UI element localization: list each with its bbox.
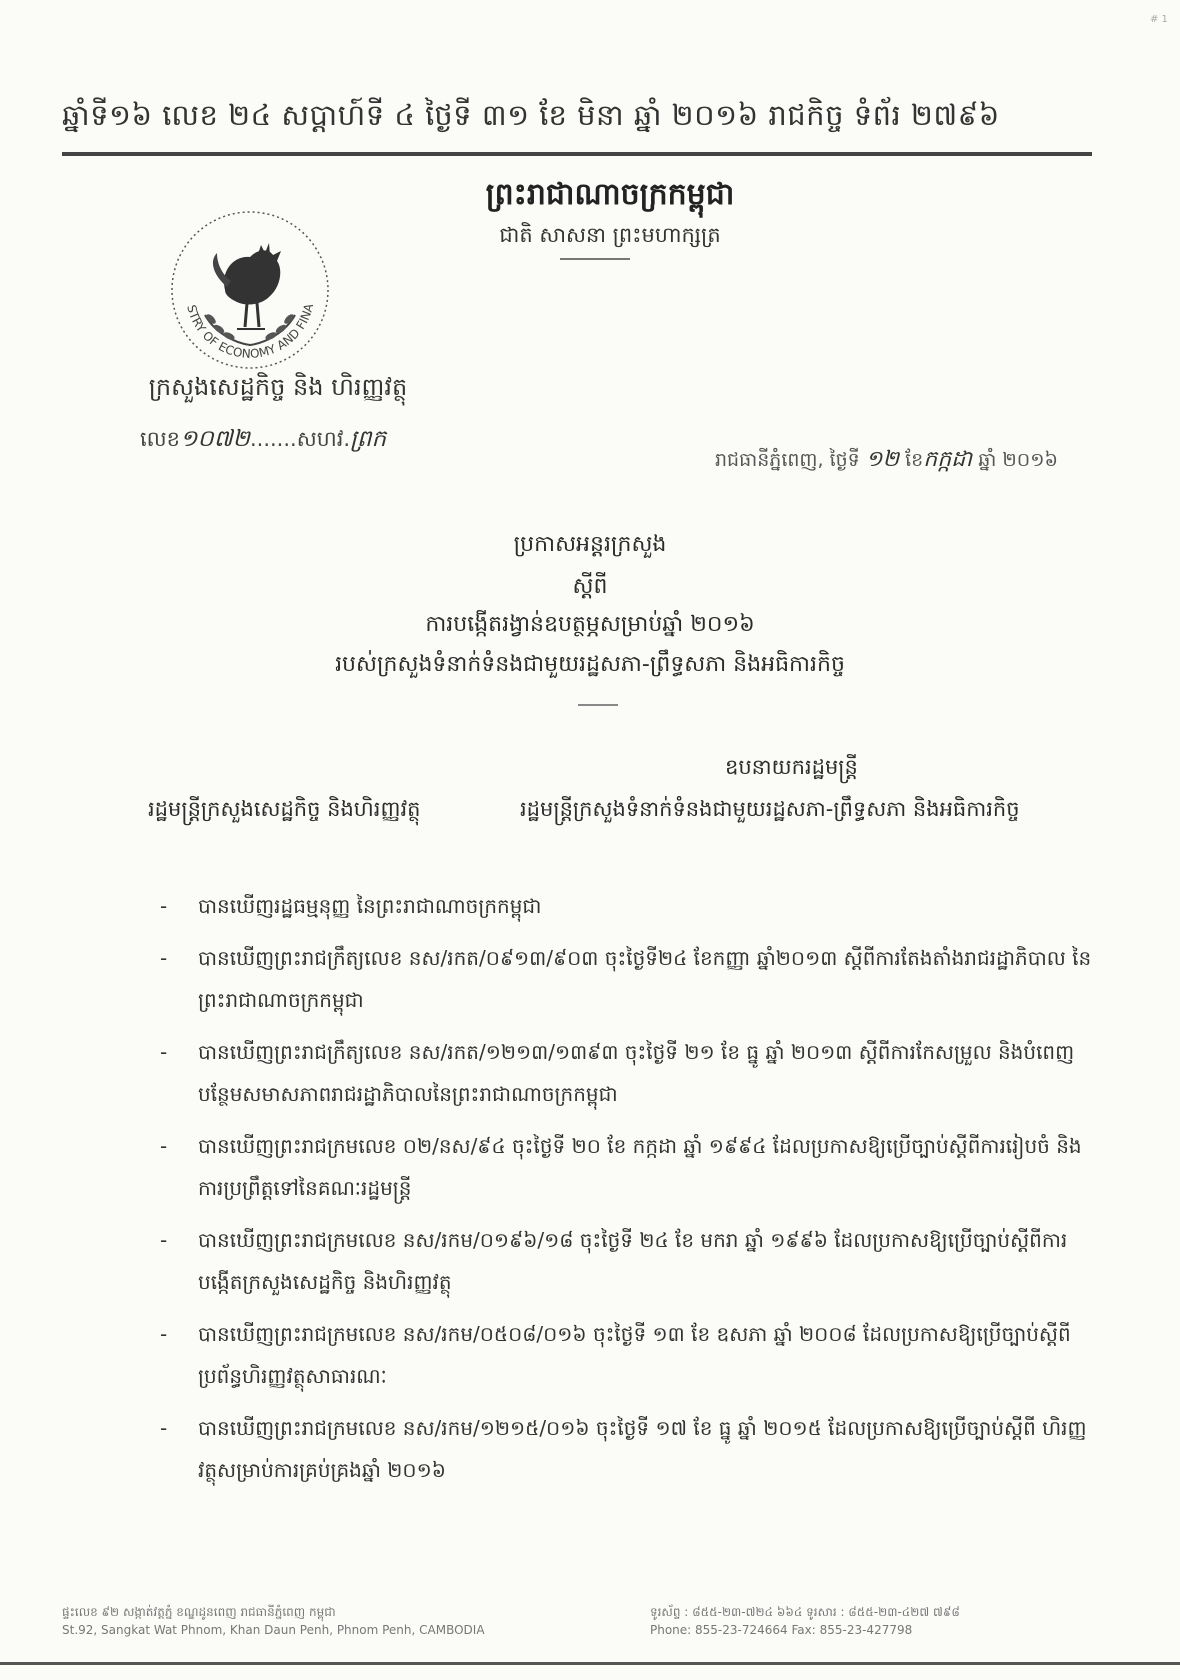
reference-suffix: សហវ. — [296, 427, 351, 451]
ministry-seal — [165, 195, 335, 375]
consideration-text: បានឃើញព្រះរាជក្រឹត្យលេខ នស/រកត/១២១៣/១៣៩៣ ចុះថ្ងៃទី ២១ ខែ ធ្នូ ឆ្នាំ ២០១៣ ស្ដីពីការកែសម្រួល និងបំពេញបន្ថែមសមាសភាពរាជរដ្ឋាភិបាលនៃព្រះរាជាណាចក្រកម្ពុជា — [198, 1040, 1075, 1106]
kingdom-title: ព្រះរាជាណាចក្រកម្ពុជា — [485, 177, 735, 212]
consideration-text: បានឃើញព្រះរាជក្រមលេខ ០២/នស/៩៤ ចុះថ្ងៃទី ២០ ខែ កក្កដា ឆ្នាំ ១៩៩៤ ដែលប្រកាសឱ្យប្រើច្បាប់ស្ដីពីការរៀបចំ និងការប្រព្រឹត្តទៅនៃគណៈរដ្ឋមន្ត្រី — [198, 1134, 1082, 1200]
reference-number: លេខ១០៧២.......សហវ.ព្រក — [140, 426, 387, 452]
list-item: - បានឃើញព្រះរាជក្រមលេខ នស/រកម/០១៩៦/១៨ ចុះថ្ងៃទី ២៤ ខែ មករា ឆ្នាំ ១៩៩៦ ដែលប្រកាសឱ្យប្រើច្បាប់ស្ដីពីការបង្កើតក្រសួងសេដ្ឋកិច្ច និងហិរញ្ញវត្ថុ — [160, 1228, 1068, 1294]
footer-contact-khmer: ទូរស័ព្ទ : ៨៥៥-២៣-៧២៤ ៦៦៤ ទូរសារ : ៨៥៥-២៣-៤២៧ ៧៩៨ — [650, 1605, 960, 1619]
consideration-text: បានឃើញរដ្ឋធម្មនុញ្ញ នៃព្រះរាជាណាចក្រកម្ពុជា — [198, 894, 542, 918]
footer-address-khmer: ផ្ទះលេខ ៩២ សង្កាត់វត្តភ្នំ ខណ្ឌដូនពេញ រាជធានីភ្នំពេញ កម្ពុជា — [62, 1605, 336, 1619]
list-item: - បានឃើញព្រះរាជក្រមលេខ នស/រកម/១២១៥/០១៦ ចុះថ្ងៃទី ១៧ ខែ ធ្នូ ឆ្នាំ ២០១៥ ដែលប្រកាសឱ្យប្រើច្បាប់ស្ដីពី ហិរញ្ញវត្ថុសម្រាប់ការគ្រប់គ្រងឆ្នាំ ២០១៦ — [160, 1416, 1087, 1482]
reference-number-value: ១០៧២ — [180, 426, 250, 452]
deputy-prime-minister-title: ឧបនាយករដ្ឋមន្ត្រី — [725, 755, 858, 779]
footer-address — [62, 1603, 485, 1639]
subject-ornament — [578, 704, 618, 706]
list-item: - បានឃើញព្រះរាជក្រមលេខ ០២/នស/៩៤ ចុះថ្ងៃទី ២០ ខែ កក្កដា ឆ្នាំ ១៩៩៤ ដែលប្រកាសឱ្យប្រើច្បាប់ស្ដីពីការរៀបចំ និងការប្រព្រឹត្តទៅនៃគណៈរដ្ឋមន្ត្រី — [160, 1134, 1082, 1200]
date-day: ១២ — [865, 447, 900, 472]
consideration-text: បានឃើញព្រះរាជក្រមលេខ នស/រកម/០១៩៦/១៨ ចុះថ្ងៃទី ២៤ ខែ មករា ឆ្នាំ ១៩៩៦ ដែលប្រកាសឱ្យប្រើច្បាប់ស្ដីពីការបង្កើតក្រសួងសេដ្ឋកិច្ច និងហិរញ្ញវត្ថុ — [198, 1228, 1068, 1294]
subject-line-2: របស់ក្រសួងទំនាក់ទំនងជាមួយរដ្ឋសភា-ព្រឹទ្ធសភា និងអធិការកិច្ច — [335, 652, 845, 677]
place-and-date — [715, 445, 1058, 477]
ministry-name: ក្រសួងសេដ្ឋកិច្ច និង ហិរញ្ញវត្ថុ — [148, 373, 408, 401]
consideration-text: បានឃើញព្រះរាជក្រមលេខ នស/រកម/១២១៥/០១៦ ចុះថ្ងៃទី ១៧ ខែ ធ្នូ ឆ្នាំ ២០១៥ ដែលប្រកាសឱ្យប្រើច្បាប់ស្ដីពី ហិរញ្ញវត្ថុសម្រាប់ការគ្រប់គ្រងឆ្នាំ ២០១៦ — [198, 1416, 1087, 1482]
minister-economy-finance: រដ្ឋមន្ត្រីក្រសួងសេដ្ឋកិច្ច និងហិរញ្ញវត្ថុ — [148, 797, 421, 821]
considerations-list — [160, 885, 1100, 1501]
motto-ornament — [560, 258, 630, 260]
footer-contact-english: Phone: 855-23-724664 Fax: 855-23-427798 — [650, 1623, 913, 1637]
rooster-seal-icon — [165, 195, 335, 375]
about-label: ស្ដីពី — [572, 574, 608, 599]
gazette-header: ឆ្នាំទី១៦ លេខ ២៤ សប្ដាហ៍ទី ៤ ថ្ងៃទី ៣១ ខែ មិនា ឆ្នាំ ២០១៦ រាជកិច្ច ទំព័រ ២៧៩៦ — [62, 98, 1000, 132]
document-type: ប្រកាសអន្តរក្រសួង — [513, 532, 667, 557]
date-year: ឆ្នាំ ២០១៦ — [978, 449, 1058, 471]
list-item: - បានឃើញព្រះរាជក្រឹត្យលេខ នស/រកត/០៩១៣/៩០៣ ចុះថ្ងៃទី២៤ ខែកញ្ញា ឆ្នាំ២០១៣ ស្ដីពីការតែងតាំងរាជរដ្ឋាភិបាល នៃព្រះរាជាណាចក្រកម្ពុជា — [160, 946, 1092, 1012]
list-item: - បានឃើញរដ្ឋធម្មនុញ្ញ នៃព្រះរាជាណាចក្រកម្ពុជា — [160, 894, 542, 918]
seal-text: STRY OF ECONOMY AND FINA — [184, 302, 317, 361]
reference-prefix: លេខ — [140, 427, 180, 451]
footer-rule — [0, 1662, 1180, 1665]
subject-line-1: ការបង្កើតរង្វាន់ឧបត្ថម្ភសម្រាប់ឆ្នាំ ២០១៦ — [425, 612, 755, 637]
list-item: - បានឃើញព្រះរាជក្រឹត្យលេខ នស/រកត/១២១៣/១៣៩៣ ចុះថ្ងៃទី ២១ ខែ ធ្នូ ឆ្នាំ ២០១៣ ស្ដីពីការកែសម្រួល និងបំពេញបន្ថែមសមាសភាពរាជរដ្ឋាភិបាលនៃព្រះរាជាណាចក្រកម្ពុជា — [160, 1040, 1075, 1106]
list-item: - បានឃើញព្រះរាជក្រមលេខ នស/រកម/០៥០៨/០១៦ ចុះថ្ងៃទី ១៣ ខែ ឧសភា ឆ្នាំ ២០០៨ ដែលប្រកាសឱ្យប្រើច្បាប់ស្ដីពី ប្រព័ន្ធហិរញ្ញវត្ថុសាធារណៈ — [160, 1322, 1071, 1388]
place-date-prefix: រាជធានីភ្នំពេញ, ថ្ងៃទី — [715, 449, 860, 471]
header-rule — [62, 152, 1092, 156]
date-month: កក្កដា — [923, 447, 973, 472]
reference-code: ព្រក — [350, 426, 387, 452]
footer-address-english: St.92, Sangkat Wat Phnom, Khan Daun Penh, Phnom Penh, CAMBODIA — [62, 1623, 485, 1637]
national-motto: ជាតិ សាសនា ព្រះមហាក្សត្រ — [499, 223, 721, 247]
minister-parliament-relations: រដ្ឋមន្ត្រីក្រសួងទំនាក់ទំនងជាមួយរដ្ឋសភា-ព្រឹទ្ធសភា និងអធិការកិច្ច — [520, 797, 1020, 821]
consideration-text: បានឃើញព្រះរាជក្រឹត្យលេខ នស/រកត/០៩១៣/៩០៣ ចុះថ្ងៃទី២៤ ខែកញ្ញា ឆ្នាំ២០១៣ ស្ដីពីការតែងតាំងរាជរដ្ឋាភិបាល នៃព្រះរាជាណាចក្រកម្ពុជា — [198, 946, 1092, 1012]
consideration-text: បានឃើញព្រះរាជក្រមលេខ នស/រកម/០៥០៨/០១៦ ចុះថ្ងៃទី ១៣ ខែ ឧសភា ឆ្នាំ ២០០៨ ដែលប្រកាសឱ្យប្រើច្បាប់ស្ដីពី ប្រព័ន្ធហិរញ្ញវត្ថុសាធារណៈ — [198, 1322, 1071, 1388]
month-prefix: ខែ — [905, 449, 924, 471]
page-corner-mark: # 1 — [1150, 14, 1168, 25]
footer-contact — [650, 1603, 960, 1639]
